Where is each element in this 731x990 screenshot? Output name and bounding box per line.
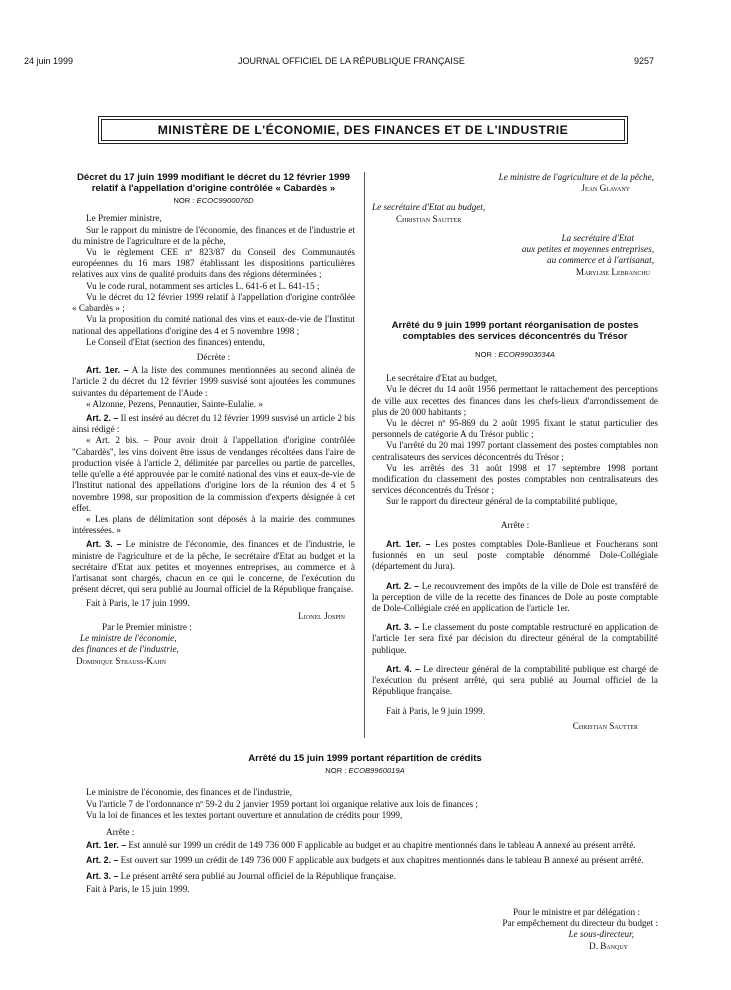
- arrete1-para: Vu l'arrêté du 20 mai 1997 portant classement des postes comptables non centralisateurs des services déconcentrés du Trésor ;: [372, 440, 658, 462]
- column-divider: [364, 172, 365, 738]
- ministry-banner: [98, 116, 628, 144]
- arrete1-fait: Fait à Paris, le 9 juin 1999.: [386, 705, 486, 716]
- sig-line: Par empêchement du directeur du budget :: [502, 918, 658, 929]
- arrete-heading: Arrête :: [500, 519, 530, 530]
- right-signatures: [372, 172, 658, 194]
- decret-body: [72, 213, 355, 667]
- arrete1-art3: [372, 622, 658, 656]
- article-label: Art. 4. –: [386, 663, 421, 674]
- decret-art3: [72, 539, 355, 595]
- arrete2-art1: [72, 840, 658, 851]
- decret-minister-name: Dominique Strauss-Kahn: [76, 655, 167, 666]
- article-text: Il est inséré au décret du 12 février 1999 susvisé un article 2 bis ainsi rédigé :: [72, 413, 355, 435]
- nor-label: NOR :: [173, 196, 195, 206]
- arrete1-art1: [372, 539, 658, 573]
- article-text: Est annulé sur 1999 un crédit de 149 736 000 F applicable au budget et au chapitre mentionnés dans le tableau A annexé au présent arrêté.: [128, 840, 636, 851]
- arrete2-section: [72, 753, 658, 951]
- decret-para: Vu le règlement CEE nº 823/87 du Conseil des Communautés européennes du 16 mars 1987 établissant les dispositions particulières relatives aux vins de qualité produits dans des régions déterminées ;: [72, 246, 355, 280]
- decret-section: [72, 172, 355, 667]
- arrete1-body: [372, 373, 658, 732]
- decret-nor: [72, 196, 355, 205]
- header-date: 24 juin 1999: [24, 56, 74, 66]
- sig-title: aux petites et moyennes entreprises,: [521, 244, 654, 255]
- article-text: Le recouvrement des impôts de la ville de Dole est transféré de la perception de ville de la recette des finances de Dole au poste comptable de Dole-Collégiale créé en application de l'article 1er.: [372, 580, 658, 613]
- article-text: Le ministre de l'économie, des finances et de l'industrie, le ministre de l'agriculture et de la pêche, le secrétaire d'Etat au budget et la secrétaire d'Etat aux petites et moyennes entreprises, au commerce et à l'artisanat sont chargés, chacun en ce qui le concerne, de l'exécution du présent décret, qui sera publié au Journal officiel de la République française.: [72, 539, 355, 595]
- arrete-heading: Arrête :: [106, 826, 135, 837]
- arrete1-para: Le secrétaire d'Etat au budget,: [386, 373, 498, 384]
- sig-name: D. Banquy: [588, 940, 628, 951]
- article-label: Art. 1er. –: [86, 365, 129, 376]
- decret-minister-title: Le ministre de l'économie,: [80, 633, 177, 644]
- arrete1-art4: [372, 664, 658, 698]
- article-text: Est ouvert sur 1999 un crédit de 149 736 000 F applicable aux budgets et aux chapitres mentionnés dans le tableau B annexé au présent arrêté.: [120, 855, 644, 866]
- sig-title: La secrétaire d'Etat: [561, 232, 634, 243]
- article-label: Art. 3. –: [386, 622, 420, 633]
- sig-line: Pour le ministre et par délégation :: [512, 907, 640, 917]
- article-text: A la liste des communes mentionnées au second alinéa de l'article 2 du décret du 12 février 1999 susvisé sont ajoutées les communes suivantes du département de l'Aude :: [72, 365, 355, 398]
- header-page-number: 9257: [634, 56, 655, 66]
- arrete2-para: Vu la loi de finances et les textes portant ouverture et annulation de crédits pour 1999,: [86, 809, 403, 820]
- arrete1-art2: [372, 581, 658, 615]
- header-journal: JOURNAL OFFICIEL DE LA RÉPUBLIQUE FRANÇAISE: [238, 56, 465, 66]
- decret-art1: [72, 365, 355, 399]
- arrete1-section: [372, 320, 658, 732]
- pme-signature: [372, 233, 658, 278]
- nor-label: NOR :: [325, 766, 347, 776]
- article-label: Art. 2. –: [386, 580, 420, 591]
- article-label: Art. 2. –: [86, 855, 119, 866]
- arrete2-art3: [72, 871, 658, 882]
- decret-title: Décret du 17 juin 1999 modifiant le décret du 12 février 1999 relatif à l'appellation d'origine contrôlée « Cabardès »: [76, 172, 350, 195]
- decret-para: Vu la proposition du comité national des vins et eaux-de-vie de l'Institut national des appellations d'origine des 4 et 5 novembre 1998 ;: [72, 314, 355, 336]
- decret-art2: [72, 413, 355, 435]
- arrete2-signature: [444, 907, 658, 952]
- arrete2-body: [72, 787, 658, 951]
- article-label: Art. 2. –: [86, 413, 119, 424]
- sig-name: Christian Sautter: [396, 213, 462, 224]
- decrete-heading: Décrète :: [196, 351, 231, 362]
- decret-para: Le Conseil d'Etat (section des finances) entendu,: [86, 336, 265, 347]
- sig-title: Le ministre de l'agriculture et de la pêche,: [498, 172, 654, 182]
- arrete1-title: Arrêté du 9 juin 1999 portant réorganisation de postes comptables des services déconcentrés du Trésor: [391, 319, 639, 342]
- article-text: Le classement du poste comptable restructuré en application de l'article 1er sera fixé par décision du directeur général de la comptabilité publique.: [372, 622, 658, 655]
- article-text: Le présent arrêté sera publié au Journal officiel de la République française.: [120, 870, 396, 881]
- article-text: Les postes comptables Dole-Banlieue et Foucherans sont fusionnés en un seul poste comptable dénommé Dole-Collégiale (département du Jura).: [372, 538, 658, 572]
- decret-signer: Lionel Jospin: [298, 610, 345, 621]
- arrete1-para: Vu les arrêtés des 31 août 1998 et 17 septembre 1998 portant modification du classement des postes comptables non centralisateurs des services déconcentrés du Trésor ;: [372, 462, 658, 496]
- article-label: Art. 1er. –: [86, 840, 127, 851]
- decret-fait: Fait à Paris, le 17 juin 1999.: [86, 597, 190, 608]
- arrete2-art2: [72, 855, 658, 866]
- nor-label: NOR :: [475, 349, 497, 359]
- decret-para: Vu le décret du 12 février 1999 relatif à l'appellation d'origine contrôlée « Cabardès » ;: [72, 291, 355, 314]
- article-text: Le directeur général de la comptabilité publique est chargé de l'exécution du présent arrêté, qui sera publié au Journal officiel de la République française.: [372, 663, 658, 697]
- decret-para: Vu le code rural, notamment ses articles L. 641-6 et L. 641-15 ;: [86, 280, 320, 291]
- right-column: [372, 172, 658, 732]
- arrete1-para: Sur le rapport du directeur général de la comptabilité publique,: [386, 496, 618, 507]
- decret-art1-list: « Alzonne, Pezens, Pennautier, Sainte-Eulalie. »: [86, 398, 263, 409]
- sig-title: au commerce et à l'artisanat,: [546, 255, 654, 266]
- decret-para: Sur le rapport du ministre de l'économie, des finances et de l'industrie et du ministre de l'agriculture et de la pêche,: [72, 224, 355, 246]
- arrete2-para: Vu l'article 7 de l'ordonnance nº 59-2 du 2 janvier 1959 portant loi organique relative aux lois de finances ;: [86, 798, 478, 809]
- sig-name: Marylise Lebranchu: [575, 266, 650, 277]
- decret-par: Par le Premier ministre :: [102, 621, 192, 632]
- article-label: Art. 3. –: [86, 870, 119, 881]
- decret-art2-quote: « Art. 2 bis. – Pour avoir droit à l'appellation d'origine contrôlée "Cabardès", les vins doivent être issus de vendanges récoltées dans l'aire de production visée à l'article 2, délimitée par parcelles ou partie de parcelles, telle qu'elle a été approuvée par le comité national des vins et eaux-de-vie de l'Institut national des appellations d'origine lors de la réunion des 4 et 5 novembre 1998, sur proposition de la commission d'experts désignée à cet effet.: [72, 435, 355, 513]
- nor-code: ECOR9903034A: [498, 349, 555, 359]
- sig-title: Le sous-directeur,: [568, 929, 634, 940]
- sig-name: Jean Glavany: [581, 183, 630, 194]
- sig-title: Le secrétaire d'Etat au budget,: [372, 202, 486, 213]
- arrete1-para: Vu le décret nº 95-869 du 2 août 1995 fixant le statut particulier des personnels de catégorie A du Trésor public ;: [372, 417, 658, 440]
- decret-art2-quote: « Les plans de délimitation sont déposés à la mairie des communes intéressées. »: [72, 514, 355, 536]
- nor-code: ECOB9960019A: [348, 766, 405, 776]
- article-label: Art. 1er. –: [386, 538, 431, 549]
- ministry-title: MINISTÈRE DE L'ÉCONOMIE, DES FINANCES ET DE L'INDUSTRIE: [101, 119, 625, 141]
- arrete2-title: Arrêté du 15 juin 1999 portant répartition de crédits: [248, 753, 482, 764]
- arrete1-nor: [372, 350, 658, 359]
- decret-minister-title: des finances et de l'industrie,: [72, 644, 179, 655]
- page-header: [0, 56, 731, 70]
- arrete2-fait: Fait à Paris, le 15 juin 1999.: [86, 883, 190, 894]
- arrete1-para: Vu le décret du 14 août 1956 permettant le rattachement des perceptions de ville aux recettes des finances dans les chefs-lieux d'arrondissement de plus de 20 000 habitants ;: [372, 384, 658, 417]
- arrete2-para: Le ministre de l'économie, des finances et de l'industrie,: [86, 787, 292, 798]
- budget-signature: [372, 202, 658, 224]
- decret-para: Le Premier ministre,: [86, 213, 162, 224]
- arrete1-signer: Christian Sautter: [572, 720, 638, 731]
- nor-code: ECOC9900076D: [196, 196, 254, 206]
- arrete2-nor: [72, 766, 658, 775]
- article-label: Art. 3. –: [86, 539, 122, 550]
